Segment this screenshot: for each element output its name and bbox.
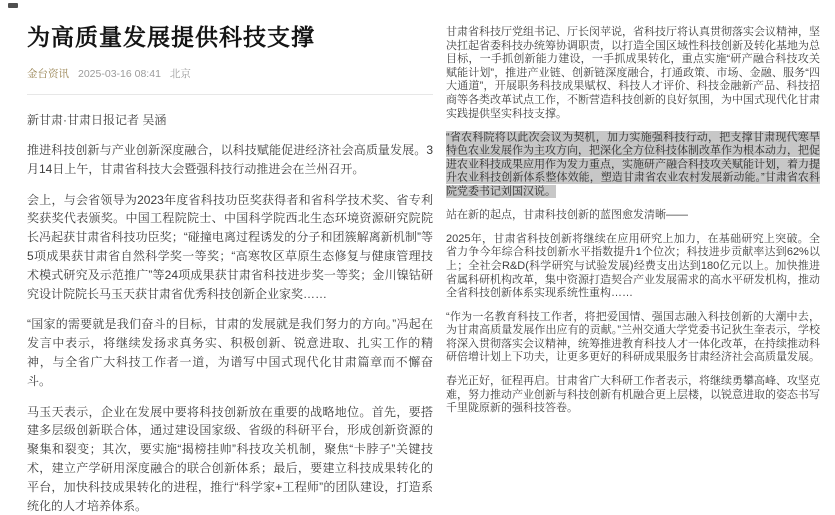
article-paragraph: 会上，与会省领导为2023年度省科技功臣奖获得者和省科学技术奖、省专利奖获奖代表颁奖。中国工程院院士、中国科学院西北生态环境资源研究院院长冯起获甘肃省科技功臣奖；“碰撞电离过程诱发的分子和团簇解离新机制”等5项成果获甘肃省自然科学奖一等奖；“高寒牧区草原生态修复与健康管理技术模式研究及示范推广”等24项成果获甘肃省科技进步奖一等奖；金川镍钴研究设计院院长马玉天获甘肃省优秀科技创新企业家奖…… [27, 192, 433, 301]
article-paragraph: 2025年，甘肃省科技创新将继续在应用研究上加力，在基础研究上突破。全省力争今年综合科技创新水平指数提升1个位次；科技进步贡献率达到62%以上；全社会R&D(科学研究与试验发展)经费支出达到180亿元以上。加快推进省属科研机构改革，集中资源打造契合产业发展需求的高水平研发机构，推动全省科技创新体系实现系统性重构…… [446, 232, 820, 300]
article-paragraph: 马玉天表示，企业在发展中要将科技创新放在重要的战略地位。首先，要搭建多层级创新联合体，通过建设国家级、省级的科研平台，形成创新资源的聚集和裂变；其次，要实施“揭榜挂帅”科技攻关机制，聚焦“卡脖子”关键技术，建立产学研用深度融合的联合创新体系；最后，要建立科技成果转化的平台，加快科技成果转化的进程，推行“科学家+工程师”的团队建设，打造系统化的人才培养体系。 [27, 404, 433, 513]
highlighted-paragraph [446, 131, 820, 199]
meta-divider [27, 94, 433, 95]
article-paragraph: 推进科技创新与产业创新深度融合，以科技赋能促进经济社会高质量发展。3月14日上午，甘肃省科技大会暨强科技行动推进会在兰州召开。 [27, 143, 433, 176]
left-column [27, 22, 433, 515]
article-paragraph: 甘肃省科技厅党组书记、厅长闵苹说，省科技厅将认真贯彻落实会议精神，坚决扛起省委科技办统筹协调职责，以打造全国区域性科技创新及转化基地为总目标，一手抓创新能力建设，一手抓成果转化，重点实施“研产融合科技攻关赋能计划”，推进产业链、创新链深度融合，打通政策、市场、金融、服务“四大通道”，开展职务科技成果赋权、科技人才评价、科技金融新产品、科技招商等各类改革试点工作，不断营造科技创新的良好氛围，为中国式现代化甘肃实践提供坚实科技支撑。 [446, 26, 820, 120]
publish-location: 北京 [169, 68, 191, 80]
text-selection-highlight: “省农科院将以此次会议为契机，加力实施强科技行动，把支撑甘肃现代寒旱特色农业发展作为主攻方向，把深化全方位科技体制改革作为根本动力，把促进农业科技成果应用作为发力重点，实施研产融合科技攻关赋能计划，着力提升农业科技创新体系整体效能，塑造甘肃省农业农村发展新动能。”甘肃省农科院党委书记刘国汉说。 [446, 131, 820, 198]
publish-timestamp: 2025-03-16 08:41 [78, 68, 161, 80]
article-meta [27, 68, 433, 80]
source-label[interactable]: 金台资讯 [27, 68, 69, 80]
article-paragraph: “作为一名教育科技工作者，将把爱国情、强国志融入科技创新的大潮中去，为甘肃高质量发展作出应有的贡献。”兰州交通大学党委书记狄生奎表示，学校将深入贯彻落实会议精神，统筹推进教育科技人才一体化改革，在持续推动科研倍增计划上下功夫，让更多更好的科研成果服务甘肃经济社会高质量发展。 [446, 310, 820, 364]
article-paragraph: 春光正好，征程再启。甘肃省广大科研工作者表示，将继续勇攀高峰、攻坚克难，努力推动产业创新与科技创新有机融合更上层楼，以锐意进取的姿态书写千里陇原新的强科技答卷。 [446, 375, 820, 415]
article-paragraph: 站在新的起点，甘肃科技创新的蓝图愈发清晰—— [446, 209, 688, 222]
right-column [446, 26, 820, 426]
article-paragraph: “国家的需要就是我们奋斗的目标，甘肃的发展就是我们努力的方向。”冯起在发言中表示，将继续发扬求真务实、积极创新、锐意进取、扎实工作的精神，与全省广大科技工作者一道，为谱写中国式现代化甘肃篇章而不懈奋斗。 [27, 317, 433, 388]
corner-artifact [8, 3, 18, 8]
byline: 新甘肃·甘肃日报记者 吴涵 [27, 113, 167, 127]
page-title: 为高质量发展提供科技支撑 [27, 24, 315, 50]
